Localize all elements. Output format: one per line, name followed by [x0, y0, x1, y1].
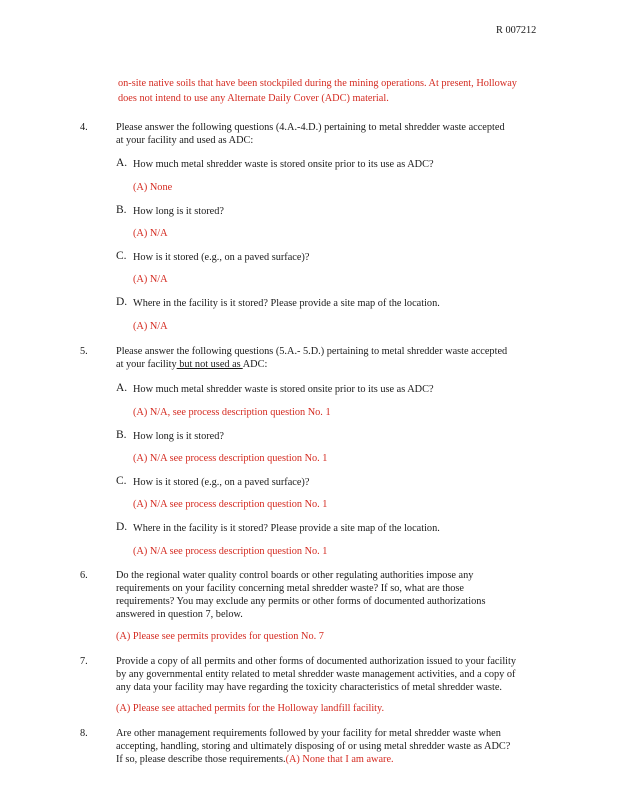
question-text-line: requirements? You may exclude any permits or other forms of documented authorizations [116, 596, 486, 607]
intro-line-1: on-site native soils that have been stockpiled during the mining operations. At present, Holloway [118, 78, 517, 89]
item-answer: (A) N/A see process description question No. 1 [133, 499, 328, 510]
question-number: 5. [80, 346, 88, 357]
question-number: 8. [80, 728, 88, 739]
item-answer: (A) None [133, 182, 173, 193]
question-text-line: Are other management requirements followed by your facility for metal shredder waste when [116, 728, 501, 739]
item-text: Where in the facility is it stored? Please provide a site map of the location. [133, 298, 440, 309]
question-text-line: any data your facility may have regarding the toxicity characteristics of metal shredder waste. [116, 682, 502, 693]
question-text-line: Please answer the following questions (4.A.-4.D.) pertaining to metal shredder waste accepted [116, 122, 505, 133]
item-letter: C. [116, 250, 127, 262]
item-answer: (A) N/A see process description question No. 1 [133, 546, 328, 557]
item-letter: B. [116, 429, 127, 441]
question-text-line [116, 753, 394, 766]
question-number: 4. [80, 122, 88, 133]
item-text: How long is it stored? [133, 431, 224, 442]
item-answer: (A) N/A [133, 228, 168, 239]
question-text-line: by any governmental entity related to metal shredder waste management activities, and a copy of [116, 669, 516, 680]
item-letter: C. [116, 475, 127, 487]
item-letter: B. [116, 204, 127, 216]
question-text-line: Please answer the following questions (5.A.- 5.D.) pertaining to metal shredder waste accepted [116, 346, 508, 357]
underlined-segment: but not used as [176, 359, 243, 370]
question-number: 7. [80, 656, 88, 667]
intro-line-2: does not intend to use any Alternate Daily Cover (ADC) material. [118, 93, 389, 104]
item-answer: (A) N/A [133, 274, 168, 285]
document-id: R 007212 [496, 25, 537, 36]
item-text: Where in the facility is it stored? Please provide a site map of the location. [133, 523, 440, 534]
question-text-line: requirements on your facility concerning metal shredder waste? If so, what are those [116, 583, 464, 594]
item-text: How much metal shredder waste is stored onsite prior to its use as ADC? [133, 159, 434, 170]
item-text: How is it stored (e.g., on a paved surface)? [133, 477, 310, 488]
item-letter: A. [116, 382, 128, 394]
question-answer: (A) Please see permits provides for question No. 7 [116, 631, 324, 642]
question-text-line [116, 358, 267, 371]
question-answer: (A) Please see attached permits for the Holloway landfill facility. [116, 703, 385, 714]
text-segment: ADC: [242, 359, 268, 370]
text-segment: If so, please describe those requirements. [116, 754, 286, 765]
question-text-line: accepting, handling, storing and ultimately disposing of or using metal shredder waste as ADC? [116, 741, 511, 752]
item-answer: (A) N/A see process description question No. 1 [133, 453, 328, 464]
question-number: 6. [80, 570, 88, 581]
item-text: How is it stored (e.g., on a paved surface)? [133, 252, 310, 263]
item-letter: D. [116, 521, 128, 533]
item-text: How much metal shredder waste is stored onsite prior to its use as ADC? [133, 384, 434, 395]
question-text-line: answered in question 7, below. [116, 609, 243, 620]
item-letter: D. [116, 296, 128, 308]
question-text-line: Do the regional water quality control boards or other regulating authorities impose any [116, 570, 474, 581]
question-text-line: at your facility and used as ADC: [116, 135, 254, 146]
item-text: How long is it stored? [133, 206, 224, 217]
question-answer: (A) None that I am aware. [285, 754, 394, 765]
item-letter: A. [116, 157, 128, 169]
item-answer: (A) N/A [133, 321, 168, 332]
text-segment: at your facility [116, 359, 177, 370]
question-text-line: Provide a copy of all permits and other forms of documented authorization issued to your facility [116, 656, 517, 667]
item-answer: (A) N/A, see process description question No. 1 [133, 407, 331, 418]
